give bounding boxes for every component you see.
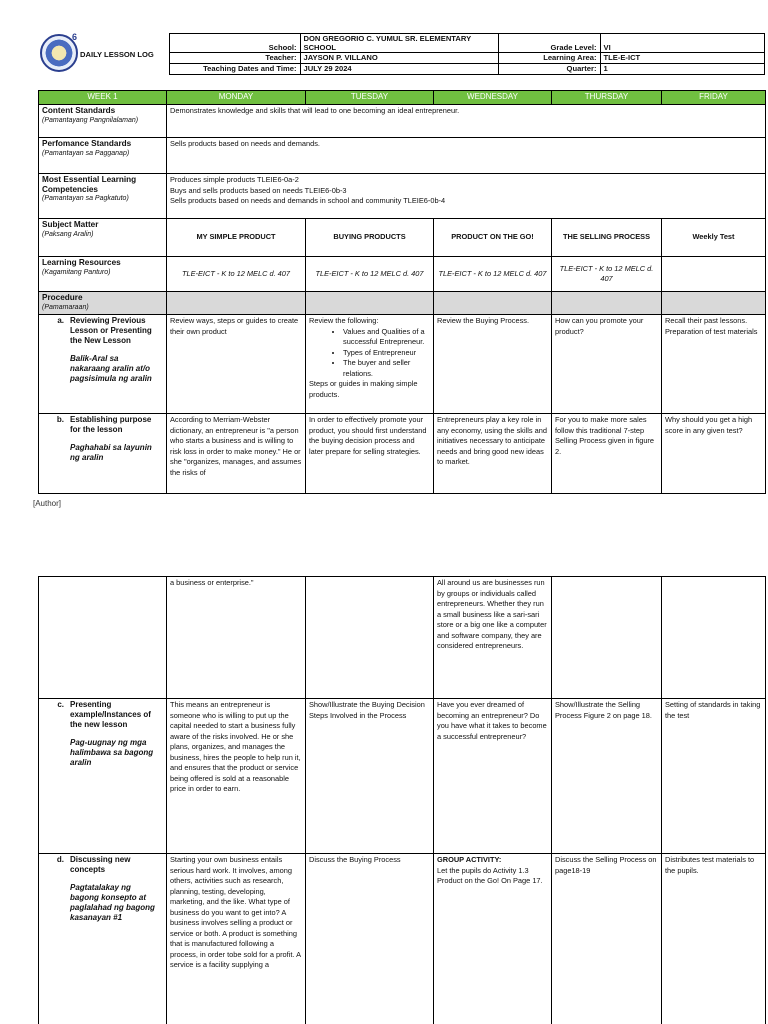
cont-wednesday: All around us are businesses run by groups or individuals called entrepreneurs. Whether they run a small business like a sari-sari store or a big one like a computer and software company, they are considered entrepreneurs. xyxy=(434,577,552,699)
form-title: DAILY LESSON LOG xyxy=(80,49,154,59)
melc-line: Produces simple products TLEIE6-0a-2 xyxy=(170,175,299,184)
quarter-value: 1 xyxy=(600,64,764,75)
step-a-letter: a. xyxy=(57,316,64,325)
grade-level-value: VI xyxy=(600,34,764,53)
step-d-title: Discussing new concepts xyxy=(70,855,131,874)
learning-area-label: Learning Area: xyxy=(498,53,600,64)
dates-value: JULY 29 2024 xyxy=(300,64,498,75)
step-b-row xyxy=(39,414,766,494)
step-c-tuesday: Show/Illustrate the Buying Decision Steps Involved in the Process xyxy=(306,699,434,854)
step-b-title: Establishing purpose for the lesson xyxy=(70,415,152,434)
continuation-row xyxy=(39,577,766,699)
step-c-row xyxy=(39,699,766,854)
quarter-label: Quarter: xyxy=(498,64,600,75)
subject-matter-title: Subject Matter xyxy=(42,220,99,229)
lesson-log-table-continued xyxy=(38,576,766,1024)
learning-area-value: TLE-E-ICT xyxy=(600,53,764,64)
performance-standards-sub: (Pamantayan sa Pagganap) xyxy=(42,149,130,157)
school-value: DON GREGORIO C. YUMUL SR. ELEMENTARY SCHOOL xyxy=(300,34,498,53)
melc-row xyxy=(39,174,766,219)
day-wednesday: WEDNESDAY xyxy=(434,91,552,105)
performance-standards-title: Perfomance Standards xyxy=(42,139,132,148)
step-c-sub: Pag-uugnay ng mga halimbawa sa bagong aralin xyxy=(70,738,154,767)
lesson-log-table xyxy=(38,90,766,494)
step-d-friday: Distributes test materials to the pupils. xyxy=(662,854,766,1024)
day-friday: FRIDAY xyxy=(662,91,766,105)
step-d-row xyxy=(39,854,766,1024)
subject-matter-row xyxy=(39,219,766,257)
review-item: • The buyer and seller relations. xyxy=(343,358,430,379)
subject-matter-sub: (Paksang Aralin) xyxy=(42,230,94,238)
melc-sub: (Pamantayan sa Pagkatuto) xyxy=(42,195,129,202)
step-d-monday: Starting your own business entails serious hard work. It involves, among others, activities such as research, planning, testing, developing, marketing, and the like. What type of business do you want to get into? A business involves selling a product or service or both. A product is something that is manufactured following a process, in order tobe sold for a profit. A service is a facility supplying a xyxy=(167,854,306,1024)
step-d-letter: d. xyxy=(56,855,64,864)
step-c-thursday: Show/Illustrate the Selling Process Figure 2 on page 18. xyxy=(552,699,662,854)
learning-resources-sub: (Kagamitang Panturo) xyxy=(42,268,111,276)
topic-friday: Weekly Test xyxy=(662,219,766,257)
step-a-friday: Recall their past lessons. Preparation of test materials xyxy=(662,315,766,414)
performance-standards-text: Sells products based on needs and demands. xyxy=(167,138,766,174)
dates-label: Teaching Dates and Time: xyxy=(169,64,300,75)
resource-thursday: TLE-EICT - K to 12 MELC d. 407 xyxy=(552,257,662,292)
step-a-row xyxy=(39,315,766,414)
step-b-letter: b. xyxy=(56,415,64,424)
procedure-sub: (Pamamaraan) xyxy=(42,303,89,311)
step-a-wednesday: Review the Buying Process. xyxy=(434,315,552,414)
resource-tuesday: TLE-EICT - K to 12 MELC d. 407 xyxy=(306,257,434,292)
week-label: WEEK 1 xyxy=(39,91,167,105)
step-a-thursday: How can you promote your product? xyxy=(552,315,662,414)
melc-line: Buys and sells products based on needs TLEIE6-0b-3 xyxy=(170,185,347,195)
step-b-friday: Why should you get a high score in any given test? xyxy=(662,414,766,494)
teacher-value: JAYSON P. VILLANO xyxy=(300,53,498,64)
content-standards-title: Content Standards xyxy=(42,106,116,115)
resource-monday: TLE-EICT - K to 12 MELC d. 407 xyxy=(167,257,306,292)
topic-monday: MY SIMPLE PRODUCT xyxy=(167,219,306,257)
school-label: School: xyxy=(169,34,300,53)
content-standards-sub: (Pamantayang Pangnilalaman) xyxy=(42,116,139,124)
procedure-title: Procedure xyxy=(42,293,83,302)
header-table xyxy=(38,33,765,75)
teacher-label: Teacher: xyxy=(169,53,300,64)
day-monday: MONDAY xyxy=(167,91,306,105)
days-header-row xyxy=(39,91,766,105)
step-b-sub: Paghahabi sa layunin ng aralin xyxy=(70,443,152,462)
day-thursday: THURSDAY xyxy=(552,91,662,105)
performance-standards-row xyxy=(39,138,766,174)
step-b-monday: According to Merriam-Webster dictionary, an entrepreneur is "a person who starts a business and is willing to risk loss in order to make money." He or she "organizes, manages, and assumes the risks of xyxy=(167,414,306,494)
step-b-tuesday: In order to effectively promote your product, you should first understand the buying decision process and later prepare for selling strategies. xyxy=(306,414,434,494)
step-d-thursday: Discuss the Selling Process on page18-19 xyxy=(552,854,662,1024)
step-a-tuesday-intro: Review the following: xyxy=(309,316,379,325)
step-c-title: Presenting example/Instances of the new lesson xyxy=(70,700,151,729)
step-c-letter: c. xyxy=(57,700,64,709)
step-c-wednesday: Have you ever dreamed of becoming an entrepreneur? Do you have what it takes to become a successful entrepreneur? xyxy=(434,699,552,854)
step-c-friday: Setting of standards in taking the test xyxy=(662,699,766,854)
step-d-tuesday: Discuss the Buying Process xyxy=(306,854,434,1024)
learning-resources-title: Learning Resources xyxy=(42,258,121,267)
melc-line: Sells products based on needs and demands in school and community TLEIE6-0b-4 xyxy=(170,196,446,205)
resource-friday xyxy=(662,257,766,292)
review-item: • Types of Entrepreneur xyxy=(343,348,430,359)
review-list xyxy=(309,327,430,380)
logo-number: 6 xyxy=(72,32,78,42)
grade-level-label: Grade Level: xyxy=(498,34,600,53)
review-item: • Values and Qualities of a successful Entrepreneur. xyxy=(343,327,430,348)
step-d-wednesday: Let the pupils do Activity 1.3 Product on the Go! On Page 17. xyxy=(437,865,543,885)
step-b-wednesday: Entrepreneurs play a key role in any economy, using the skills and initiatives necessary to anticipate needs and bring good new ideas to market. xyxy=(434,414,552,494)
day-tuesday: TUESDAY xyxy=(306,91,434,105)
cont-monday: a business or enterprise." xyxy=(167,577,306,699)
author-footer: [Author] xyxy=(33,499,62,508)
content-standards-row xyxy=(39,105,766,138)
topic-tuesday: BUYING PRODUCTS xyxy=(306,219,434,257)
resource-wednesday: TLE-EICT - K to 12 MELC d. 407 xyxy=(434,257,552,292)
group-activity-heading: GROUP ACTIVITY: xyxy=(437,855,502,864)
learning-resources-row xyxy=(39,257,766,292)
step-b-thursday: For you to make more sales follow this traditional 7-step Selling Process given in figure 2. xyxy=(552,414,662,494)
topic-thursday: THE SELLING PROCESS xyxy=(552,219,662,257)
step-a-tuesday-outro: Steps or guides in making simple products. xyxy=(309,379,418,399)
step-a-monday: Review ways, steps or guides to create their own product xyxy=(167,315,306,414)
melc-title: Most Essential Learning Competencies xyxy=(42,175,137,194)
step-d-sub: Pagtatalakay ng bagong konsepto at paglalahad ng bagong kasanayan #1 xyxy=(70,883,155,922)
step-a-sub: Balik-Aral sa nakaraang aralin at/o pagsisimula ng aralin xyxy=(70,354,152,383)
topic-wednesday: PRODUCT ON THE GO! xyxy=(434,219,552,257)
content-standards-text: Demonstrates knowledge and skills that will lead to one becoming an ideal entrepreneur. xyxy=(167,105,766,138)
step-c-monday: This means an entrepreneur is someone who is willing to put up the capital needed to start a business fully aware of the risks involved. He or she plans, organizes, and manages the business, hires the people to help run it, and ensures that the product or service being offered is sold at a reasonable price in order to earn. xyxy=(167,699,306,854)
step-a-title: Reviewing Previous Lesson or Presenting the New Lesson xyxy=(70,316,152,345)
procedure-row xyxy=(39,292,766,315)
